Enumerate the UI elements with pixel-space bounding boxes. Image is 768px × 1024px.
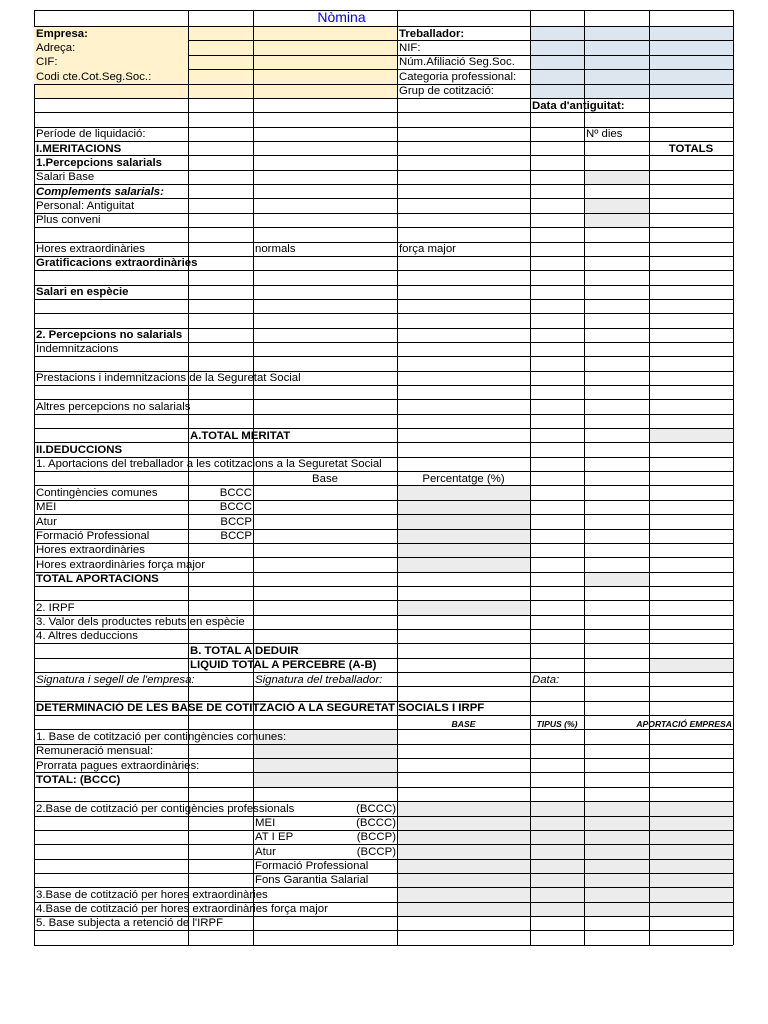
normals-label: normals	[255, 243, 296, 255]
codi-label: Codi cte.Cot.Seg.Soc.:	[34, 70, 188, 85]
aportacions-heading: 1. Aportacions del treballador a les cotitzacions a la Seguretat Social	[36, 458, 382, 471]
meritacions-heading: I.MERITACIONS	[36, 142, 122, 155]
complements-label: Complements salarials:	[36, 185, 164, 198]
treballador-label: Treballador:	[399, 27, 465, 40]
altres-deduccions-label: 4. Altres deduccions	[36, 630, 138, 643]
altres-percepcions-label: Altres percepcions no salarials	[36, 400, 191, 413]
bccp-code: BCCP	[220, 515, 252, 528]
det-mei-code: (BCCC)	[356, 817, 396, 829]
shaded-area	[584, 199, 649, 213]
percentatge-col-label: Percentatge (%)	[422, 472, 505, 485]
total-deduir-label: B. TOTAL A DEDUIR	[190, 644, 299, 657]
total-meritat-label: A.TOTAL MERITAT	[190, 429, 291, 442]
prestacions-label: Prestacions i indemnitzacions de la Seguretat Social	[36, 372, 301, 385]
percepcions-salarials-heading: 1.Percepcions salarials	[36, 156, 163, 169]
grid-col-line	[584, 10, 585, 945]
bccc-code: BCCC	[219, 501, 252, 514]
det-formacio-label: Formació Professional	[255, 860, 369, 873]
base-hores-extra-label: 3.Base de cotització per hores extraordinàries	[36, 888, 268, 901]
deduccions-heading: II.DEDUCCIONS	[36, 443, 123, 456]
indemnitzacions-label: Indemnitzacions	[36, 343, 119, 356]
data-label: Data:	[532, 673, 560, 686]
shaded-area	[584, 572, 649, 586]
shaded-area	[649, 658, 733, 672]
contingencies-label: Contingències comunes	[36, 486, 158, 499]
det-fogasa-label: Fons Garantia Salarial	[255, 874, 369, 887]
plus-conveni-label: Plus conveni	[36, 214, 101, 227]
base-irpf-label: 5. Base subjecta a retenció de l'IRPF	[36, 917, 224, 930]
base-col-label: Base	[312, 472, 338, 485]
aportacio-col-header: APORTACIÓ EMPRESA	[636, 718, 732, 729]
grup-label: Grup de cotització:	[399, 85, 494, 97]
categoria-label: Categoria professional:	[399, 70, 517, 83]
adreca-label: Adreça:	[34, 41, 188, 56]
det-mei-label: MEI	[255, 817, 276, 829]
hores-extra-label: Hores extraordinàries	[36, 243, 145, 255]
determinacio-heading: DETERMINACIÓ DE LES BASE DE COTITZACIÓ A LA SEGURETAT SOCIALS I IRPF	[36, 702, 485, 715]
mei-label: MEI	[36, 501, 57, 514]
shaded-area	[584, 213, 649, 227]
shaded-area	[530, 27, 733, 99]
remuneracio-label: Remuneració mensual:	[36, 745, 154, 758]
base-col-header: BASE	[451, 718, 476, 729]
shaded-area	[649, 429, 733, 443]
bccc-code: BCCC	[219, 486, 252, 499]
totals-heading: TOTALS	[668, 142, 714, 155]
total-bccc-label: TOTAL: (BCCC)	[36, 773, 121, 786]
nif-label: NIF:	[399, 41, 421, 54]
periode-label: Període de liquidació:	[36, 128, 146, 141]
formacio-label: Formació Professional	[36, 530, 150, 542]
valor-productes-label: 3. Valor dels productes rebuts en espècie	[36, 616, 245, 629]
empresa-label: Empresa:	[34, 27, 188, 41]
payroll-sheet	[34, 10, 733, 949]
signatura-empresa-label: Signatura i segell de l'empresa:	[36, 673, 195, 686]
grid-row-line	[34, 313, 733, 314]
liquid-total-label: LIQUID TOTAL A PERCEBRE (A-B)	[190, 659, 377, 672]
base-professionals-label: 2.Base de cotització per contigències professionals	[36, 802, 295, 815]
cif-label: CIF:	[34, 55, 188, 70]
base-contingencies-label: 1. Base de cotització per contingències comunes:	[36, 730, 287, 743]
total-aportacions-label: TOTAL APORTACIONS	[36, 573, 159, 586]
num-afiliacio-label: Núm.Afiliació Seg.Soc.	[399, 56, 515, 68]
base2-code: (BCCC)	[356, 802, 396, 815]
prorrata-label: Prorrata pagues extraordinàries:	[36, 759, 200, 772]
forca-major-label: força major	[399, 243, 456, 255]
shaded-area	[584, 170, 649, 184]
det-atur-label: Atur	[255, 845, 276, 858]
det-at-ep-label: AT I EP	[255, 831, 294, 844]
tipus-col-header: TIPUS (%)	[536, 718, 578, 729]
signatura-treballador-label: Signatura del treballador:	[255, 673, 383, 686]
n-dies-label: Nº dies	[586, 128, 623, 141]
bccp-code: BCCP	[220, 530, 252, 542]
shaded-area	[397, 601, 530, 615]
base-hores-forca-label: 4.Base de cotització per hores extraordinàries força major	[36, 903, 328, 916]
det-atur-code: (BCCP)	[356, 845, 396, 858]
gratificacions-label: Gratificacions extraordinàries	[36, 257, 198, 270]
antiguitat-label: Personal: Antiguitat	[36, 199, 135, 212]
salari-base-label: Salari Base	[36, 171, 95, 184]
hores-forca-major-label: Hores extraordinàries força major	[36, 558, 206, 571]
grid-row-line	[34, 945, 733, 946]
percepcions-no-salarials-heading: 2. Percepcions no salarials	[36, 329, 183, 342]
irpf-label: 2. IRPF	[36, 601, 75, 614]
salari-especie-label: Salari en espècie	[36, 286, 129, 299]
sheet-title: Nòmina	[317, 9, 366, 25]
det-at-ep-code: (BCCP)	[356, 831, 396, 844]
hores-extra-deduccio-label: Hores extraordinàries	[36, 544, 145, 557]
atur-label: Atur	[36, 515, 57, 528]
data-antiguitat-label: Data d'antiguitat:	[532, 99, 625, 112]
